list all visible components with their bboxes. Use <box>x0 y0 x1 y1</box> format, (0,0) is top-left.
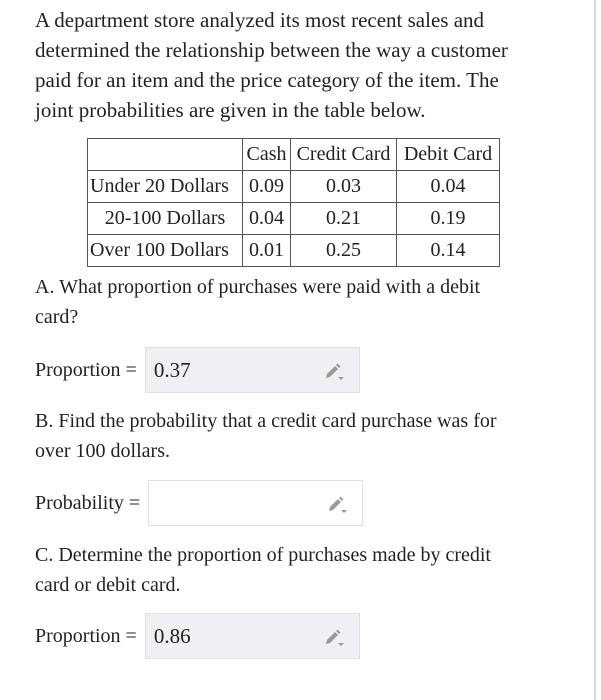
pencil-dropdown-icon[interactable] <box>323 627 345 647</box>
table-cell: 0.04 <box>243 203 291 235</box>
row-label: 20-100 Dollars <box>88 203 243 235</box>
table-cell: 0.14 <box>397 235 500 267</box>
table-row <box>88 171 500 203</box>
question-b-answer-input[interactable] <box>148 480 363 526</box>
table-cell: 0.21 <box>291 203 397 235</box>
question-c-text <box>35 540 555 600</box>
question-a-answer-row <box>35 346 360 394</box>
table-row <box>88 235 500 267</box>
question-line: B. Find the probability that a credit card purchase was for <box>35 410 497 432</box>
intro-line: A department store analyzed its most recent sales and <box>35 8 485 32</box>
table-cell: 0.01 <box>243 235 291 267</box>
question-line: C. Determine the proportion of purchases made by credit <box>35 544 491 566</box>
table-cell: 0.03 <box>291 171 397 203</box>
table-header-cash: Cash <box>243 139 291 171</box>
intro-line: paid for an item and the price category of the item. The <box>35 68 499 92</box>
question-c-answer-row <box>35 612 360 660</box>
question-b-text <box>35 406 555 466</box>
table-cell: 0.04 <box>397 171 500 203</box>
answer-value: 0.37 <box>153 357 191 382</box>
table-header-corner <box>88 139 243 171</box>
question-b-answer-row <box>35 479 363 527</box>
joint-probability-table <box>87 138 500 267</box>
page-edge-rule <box>594 0 596 700</box>
question-line: card or debit card. <box>35 574 181 596</box>
intro-line: determined the relationship between the way a customer <box>35 38 508 62</box>
question-c-answer-input[interactable] <box>145 613 360 659</box>
question-line: card? <box>35 306 79 328</box>
answer-value: 0.86 <box>153 623 191 648</box>
table-row <box>88 203 500 235</box>
intro-line: joint probabilities are given in the table below. <box>35 98 426 122</box>
table-header-debit-card: Debit Card <box>397 139 500 171</box>
row-label: Over 100 Dollars <box>88 235 243 267</box>
answer-label: Probability = <box>35 491 141 514</box>
table-cell: 0.25 <box>291 235 397 267</box>
question-line: over 100 dollars. <box>35 440 170 462</box>
row-label: Under 20 Dollars <box>88 171 243 203</box>
answer-label: Proportion = <box>35 624 137 647</box>
pencil-dropdown-icon[interactable] <box>326 494 348 514</box>
question-a-answer-input[interactable] <box>145 347 360 393</box>
table-header-row <box>88 139 500 171</box>
pencil-dropdown-icon[interactable] <box>323 361 345 381</box>
table-header-credit-card: Credit Card <box>291 139 397 171</box>
table-cell: 0.09 <box>243 171 291 203</box>
question-line: A. What proportion of purchases were paid with a debit <box>35 276 481 298</box>
table-cell: 0.19 <box>397 203 500 235</box>
problem-statement <box>35 5 555 125</box>
answer-label: Proportion = <box>35 358 137 381</box>
question-a-text <box>35 272 555 332</box>
